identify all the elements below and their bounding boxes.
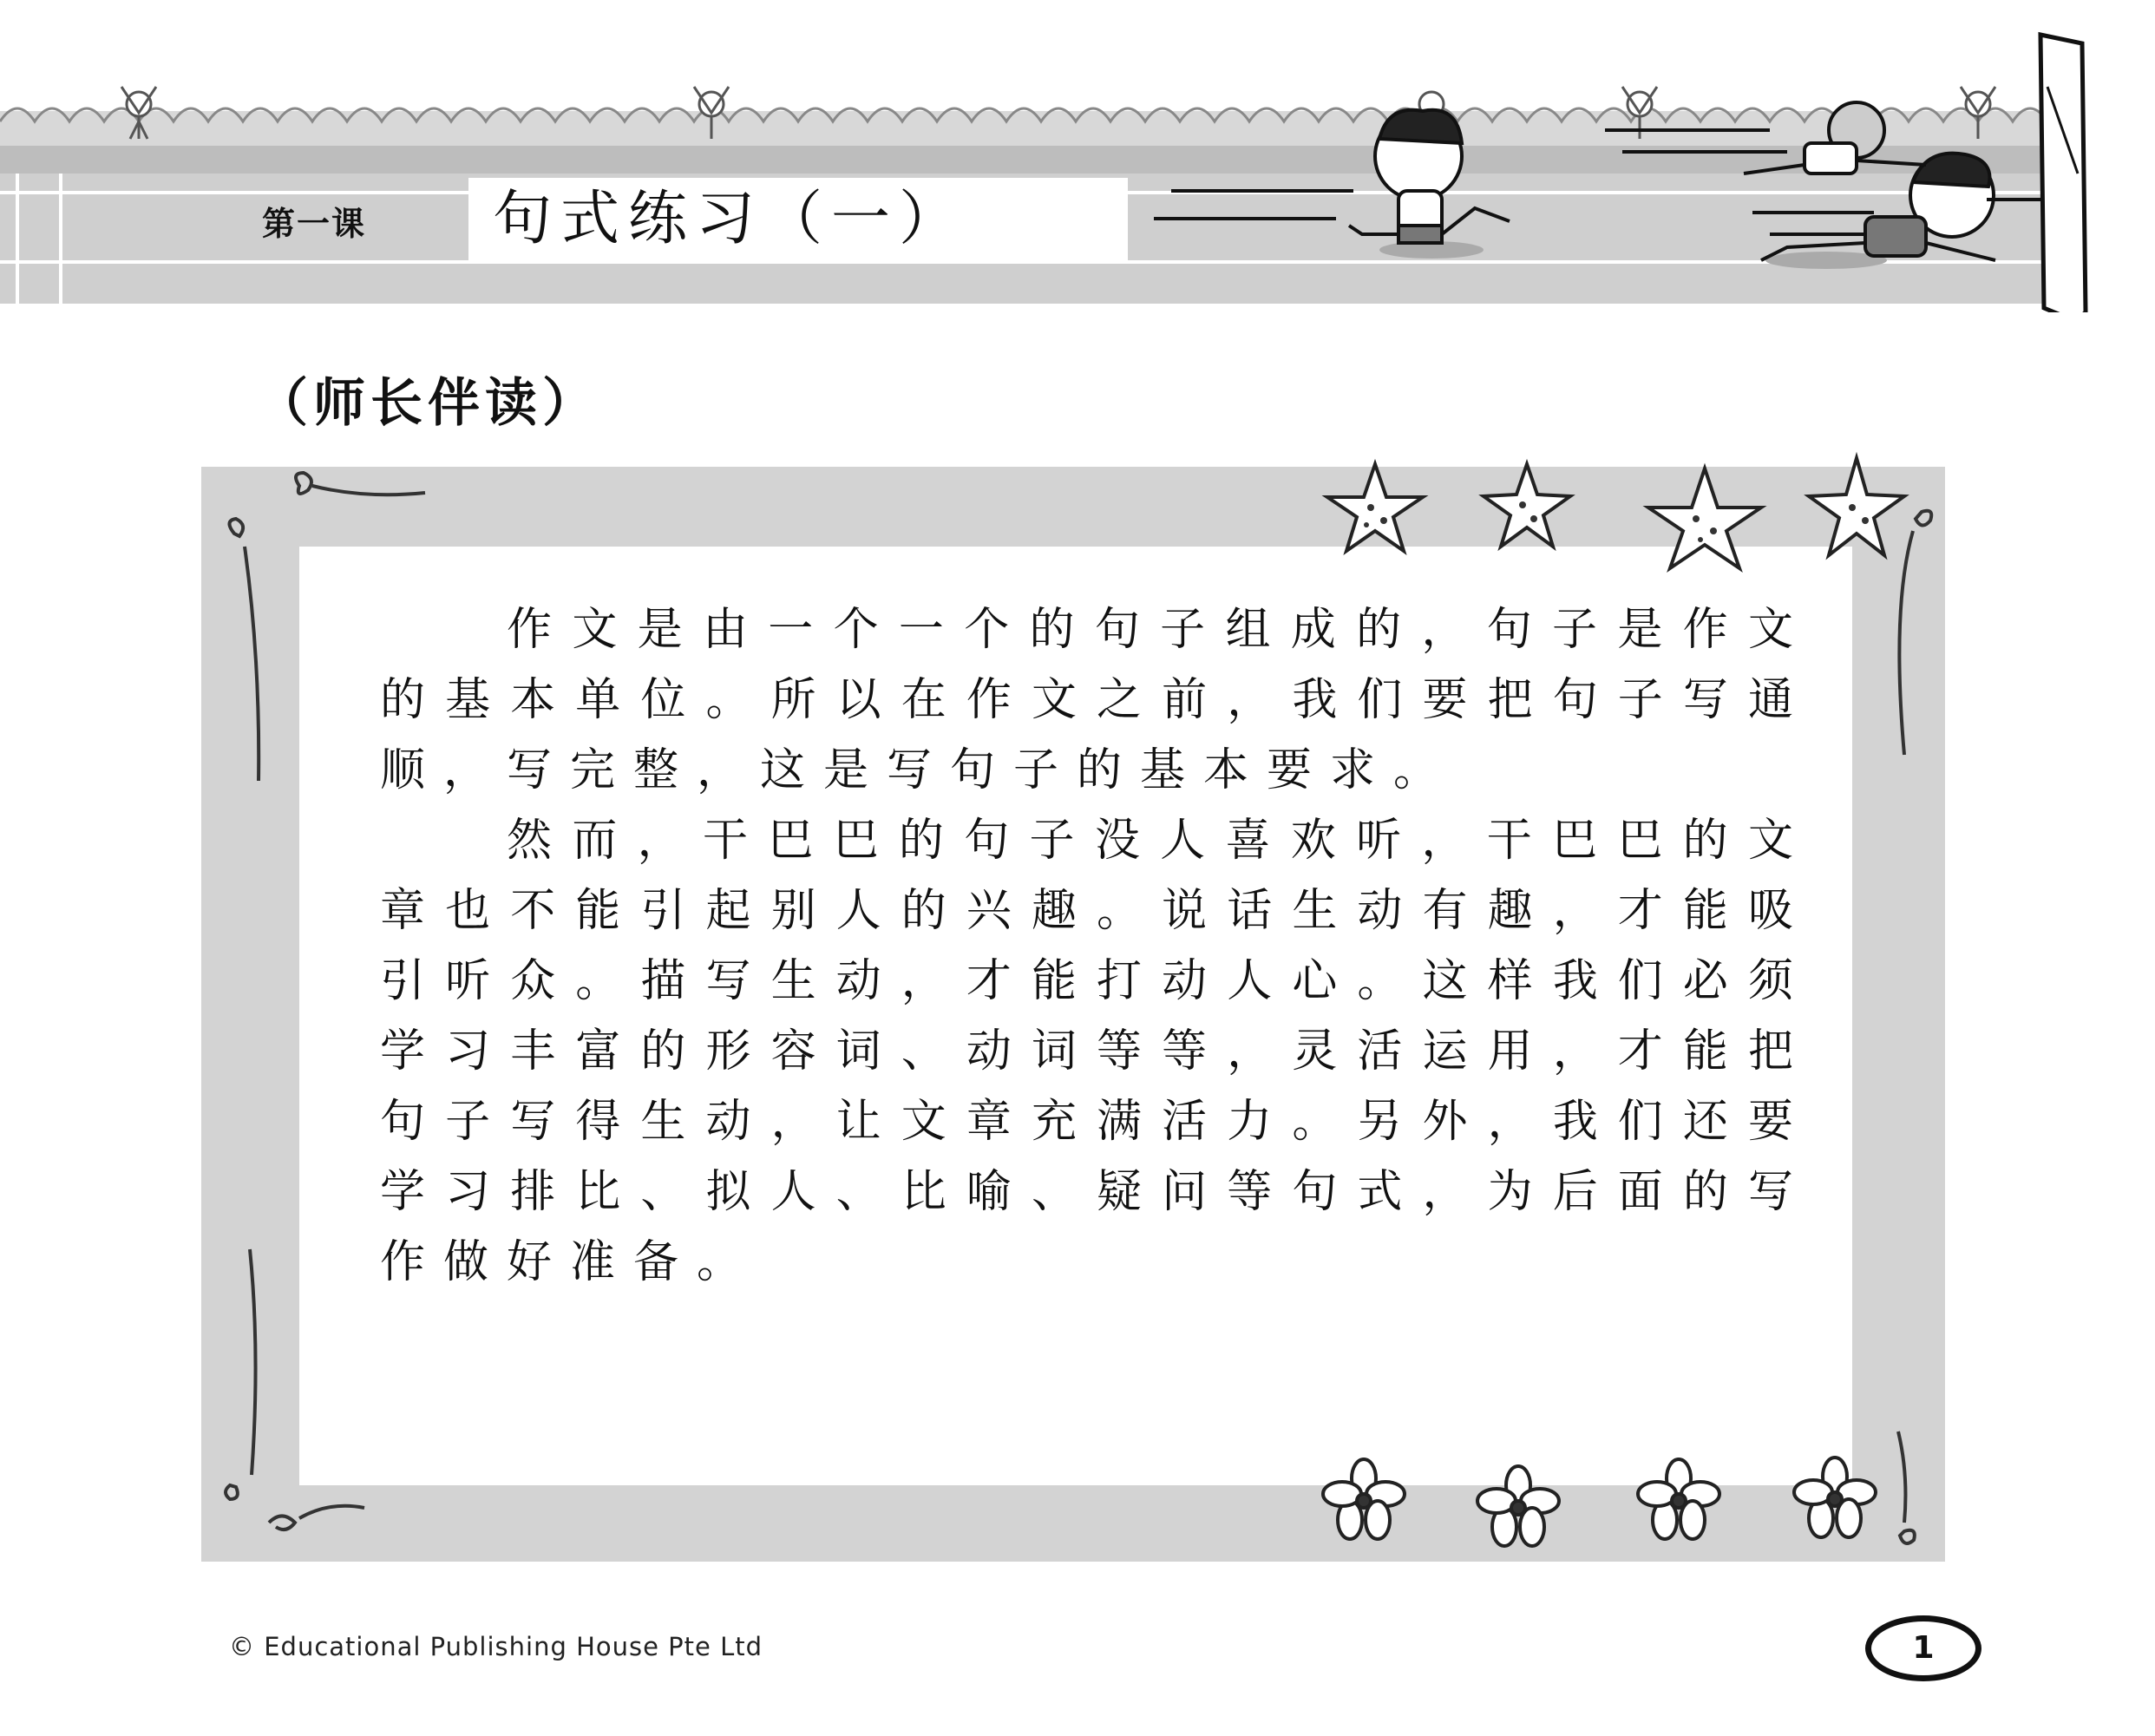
lesson-title: 句式练习（一） — [468, 178, 1128, 260]
copyright-notice: © Educational Publishing House Pte Ltd — [229, 1632, 763, 1661]
header-band — [0, 0, 2155, 312]
paragraph-1: 作文是由一个一个的句子组成的，句子是作文的基本单位。所以在作文之前，我们要把句子写通顺，写完整，这是写句子的基本要求。 — [380, 604, 1811, 796]
finish-flag-icon — [2040, 35, 2086, 312]
lesson-label: 第一课 — [261, 205, 366, 243]
page-number: 1 — [1865, 1615, 1981, 1681]
subtitle: （师长伴读） — [256, 373, 599, 434]
paragraph-2: 然而，干巴巴的句子没人喜欢听，干巴巴的文章也不能引起别人的兴趣。说话生动有趣，才能吸引听众。描写生动，才能打动人心。这样我们必须学习丰富的形容词、动词等等，灵活运用，才能把句子写得生动，让文章充满活力。另外，我们还要学习排比、拟人、比喻、疑问等句式，为后面的写作做好准备。 — [380, 815, 1811, 1288]
body-text — [380, 595, 1811, 1298]
crowd-figures-icon — [0, 87, 2082, 146]
